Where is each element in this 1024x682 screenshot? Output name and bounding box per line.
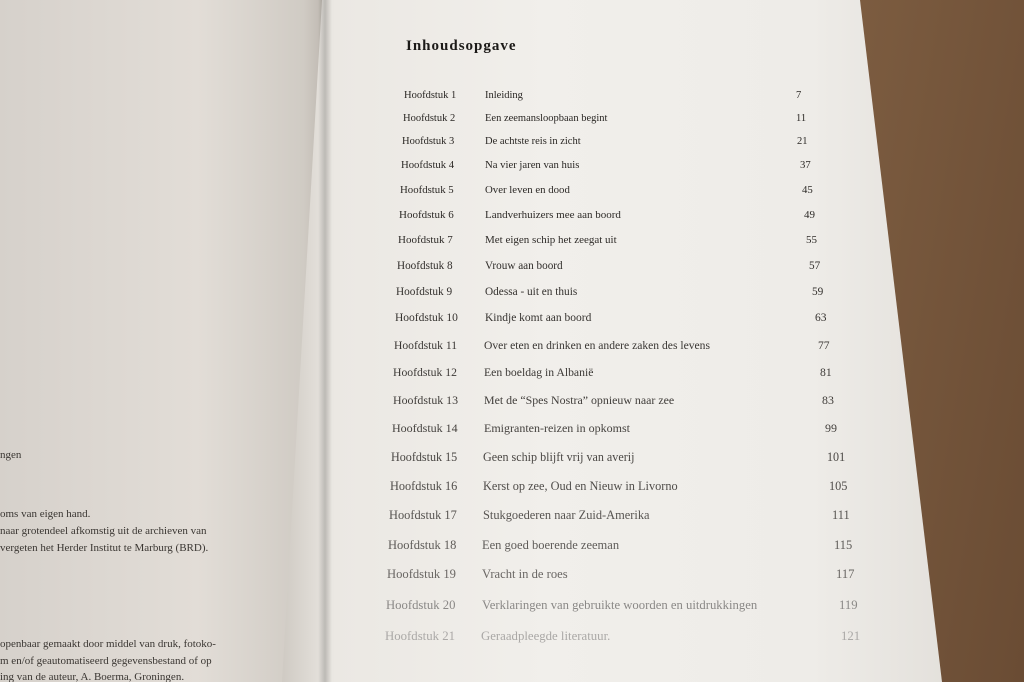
toc-chapter-title: Kerst op zee, Oud en Nieuw in Livorno <box>483 479 678 493</box>
toc-entry <box>0 209 1024 227</box>
toc-chapter-label: Hoofdstuk 21 <box>385 629 456 643</box>
toc-chapter-label: Hoofdstuk 1 <box>404 90 457 101</box>
toc-chapter-label: Hoofdstuk 13 <box>393 393 459 407</box>
toc-chapter-title: De achtste reis in zicht <box>485 136 581 147</box>
toc-chapter-title: Stukgoederen naar Zuid-Amerika <box>483 508 650 522</box>
toc-chapter-label: Hoofdstuk 6 <box>399 209 454 221</box>
toc-entry <box>0 184 1024 202</box>
toc-chapter-title: Na vier jaren van huis <box>485 159 580 171</box>
toc-page-number: 11 <box>796 113 807 124</box>
toc-entry <box>0 479 1024 497</box>
toc-page-number: 121 <box>841 629 861 643</box>
toc-chapter-label: Hoofdstuk 11 <box>394 339 458 352</box>
toc-page-number: 105 <box>829 479 848 493</box>
toc-chapter-label: Hoofdstuk 2 <box>403 113 456 124</box>
toc-page-number: 101 <box>827 450 846 464</box>
toc-page-number: 7 <box>796 90 802 101</box>
toc-chapter-title: Landverhuizers mee aan boord <box>485 209 621 221</box>
toc-chapter-title: Over eten en drinken en andere zaken des levens <box>484 339 710 352</box>
toc-chapter-title: Vracht in de roes <box>482 567 568 581</box>
toc-chapter-title: Met eigen schip het zeegat uit <box>485 234 617 246</box>
toc-page-number: 45 <box>802 184 813 196</box>
toc-entry <box>0 538 1024 556</box>
toc-chapter-label: Hoofdstuk 17 <box>389 508 457 522</box>
toc-chapter-title: Geraadpleegde literatuur. <box>481 629 611 643</box>
toc-chapter-title: Geen schip blijft vrij van averij <box>483 450 635 464</box>
toc-entry <box>0 366 1024 384</box>
left-page-line: oms van eigen hand. <box>0 508 91 520</box>
left-page-line: ing van de auteur, A. Boerma, Groningen. <box>0 671 185 682</box>
left-page-line: ngen <box>0 449 22 461</box>
toc-page-number: 117 <box>836 567 855 581</box>
toc-chapter-label: Hoofdstuk 5 <box>400 184 454 196</box>
toc-chapter-title: Over leven en dood <box>485 184 570 196</box>
left-page-line: vergeten het Herder Institut te Marburg (BRD). <box>0 542 209 554</box>
toc-chapter-label: Hoofdstuk 20 <box>386 598 456 612</box>
toc-entry <box>0 90 1024 108</box>
toc-chapter-title: Een boeldag in Albanië <box>484 366 594 379</box>
toc-page-number: 81 <box>820 366 832 379</box>
toc-chapter-title: Een zeemansloopbaan begint <box>485 113 608 124</box>
toc-entry <box>0 234 1024 252</box>
toc-page-number: 119 <box>839 598 858 612</box>
toc-chapter-label: Hoofdstuk 10 <box>395 312 458 324</box>
left-page-line: naar grotendeel afkomstig uit de archieven van <box>0 525 207 537</box>
toc-page-number: 83 <box>822 393 834 407</box>
toc-page-number: 99 <box>825 421 837 435</box>
toc-chapter-label: Hoofdstuk 19 <box>387 567 456 581</box>
toc-page-number: 63 <box>815 312 827 324</box>
toc-chapter-label: Hoofdstuk 8 <box>397 260 453 272</box>
toc-page-number: 59 <box>812 286 824 298</box>
toc-chapter-title: Inleiding <box>485 90 523 101</box>
toc-entry <box>0 339 1024 357</box>
toc-entry <box>0 286 1024 304</box>
toc-entry <box>0 421 1024 439</box>
toc-chapter-title: Een goed boerende zeeman <box>482 538 620 552</box>
toc-entry <box>0 598 1024 616</box>
toc-chapter-label: Hoofdstuk 4 <box>401 159 455 171</box>
toc-chapter-title: Met de “Spes Nostra” opnieuw naar zee <box>484 393 675 407</box>
toc-entry <box>0 312 1024 330</box>
toc-entry <box>0 629 1024 647</box>
toc-chapter-title: Vrouw aan boord <box>485 260 563 272</box>
toc-chapter-title: Kindje komt aan boord <box>485 312 592 324</box>
toc-entry <box>0 450 1024 468</box>
toc-chapter-title: Emigranten-reizen in opkomst <box>484 421 630 435</box>
toc-entry <box>0 260 1024 278</box>
toc-chapter-title: Odessa - uit en thuis <box>485 286 578 298</box>
left-page-line: openbaar gemaakt door middel van druk, fotoko- <box>0 638 216 650</box>
toc-title: Inhoudsopgave <box>406 38 517 54</box>
toc-chapter-label: Hoofdstuk 12 <box>393 366 457 379</box>
toc-chapter-label: Hoofdstuk 9 <box>396 286 453 298</box>
toc-entry <box>0 113 1024 131</box>
toc-page-number: 57 <box>809 260 821 272</box>
toc-entry <box>0 567 1024 585</box>
toc-page-number: 111 <box>832 508 850 522</box>
toc-chapter-label: Hoofdstuk 15 <box>391 450 458 464</box>
toc-chapter-label: Hoofdstuk 3 <box>402 136 455 147</box>
toc-page-number: 55 <box>806 234 817 246</box>
toc-chapter-label: Hoofdstuk 7 <box>398 234 453 246</box>
toc-entry <box>0 393 1024 411</box>
left-page-line: m en/of geautomatiseerd gegevensbestand of op <box>0 655 212 667</box>
toc-entry <box>0 159 1024 177</box>
toc-page-number: 37 <box>800 159 811 171</box>
toc-chapter-label: Hoofdstuk 16 <box>390 479 458 493</box>
toc-entry <box>0 508 1024 526</box>
toc-chapter-title: Verklaringen van gebruikte woorden en uitdrukkingen <box>482 598 758 612</box>
toc-entry <box>0 136 1024 154</box>
toc-chapter-label: Hoofdstuk 18 <box>388 538 457 552</box>
toc-page-number: 77 <box>818 339 830 352</box>
toc-page-number: 21 <box>797 136 808 147</box>
toc-chapter-label: Hoofdstuk 14 <box>392 421 458 435</box>
toc-page-number: 115 <box>834 538 853 552</box>
toc-page-number: 49 <box>804 209 815 221</box>
